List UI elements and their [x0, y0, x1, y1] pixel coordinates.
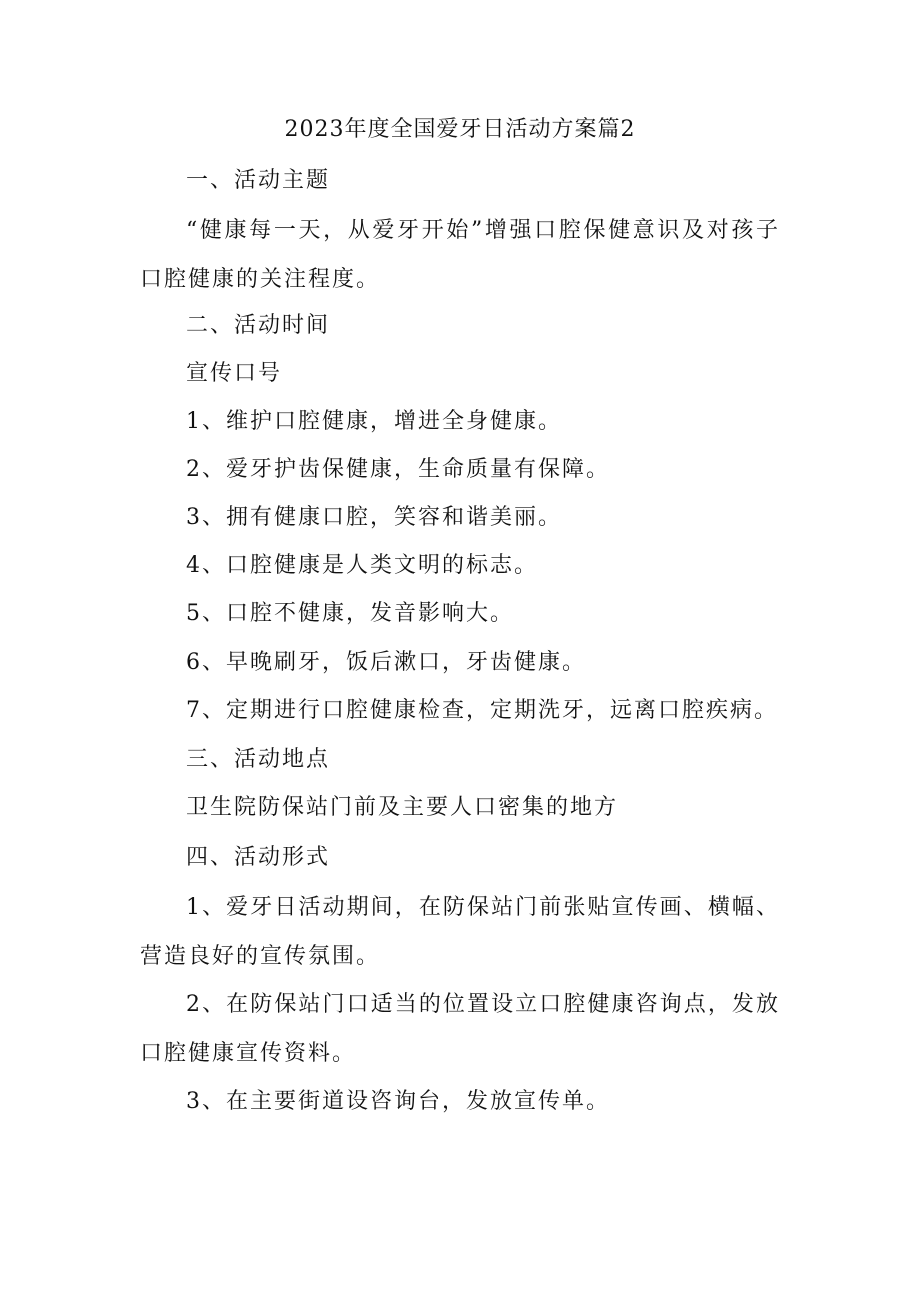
slogan-item: 6、早晚刷牙，饭后漱口，牙齿健康。 [186, 650, 586, 675]
slogan-item: 1、维护口腔健康，增进全身健康。 [186, 409, 562, 434]
theme-paragraph: “健康每一天，从爱牙开始”增强口腔保健意识及对孩子口腔健康的关注程度。 [140, 218, 780, 292]
section-heading-location: 三、活动地点 [186, 747, 331, 772]
form-paragraph: 3、在主要街道设咨询台，发放宣传单。 [186, 1089, 610, 1114]
form-paragraph: 1、爱牙日活动期间，在防保站门前张贴宣传画、横幅、营造良好的宣传氛围。 [140, 895, 780, 969]
form-paragraph: 2、在防保站门口适当的位置设立口腔健康咨询点，发放口腔健康宣传资料。 [140, 992, 780, 1066]
slogan-item: 5、口腔不健康，发音影响大。 [186, 601, 514, 626]
location-text: 卫生院防保站门前及主要人口密集的地方 [186, 795, 619, 820]
section-heading-theme: 一、活动主题 [186, 168, 331, 193]
slogan-item: 4、口腔健康是人类文明的标志。 [186, 553, 538, 578]
section-heading-form: 四、活动形式 [186, 845, 331, 870]
slogan-item: 3、拥有健康口腔，笑容和谐美丽。 [186, 505, 562, 530]
section-heading-time: 二、活动时间 [186, 313, 331, 338]
document-title: 2023年度全国爱牙日活动方案篇2 [284, 117, 636, 142]
slogan-heading: 宣传口号 [186, 361, 283, 386]
slogan-item: 2、爱牙护齿保健康，生命质量有保障。 [186, 457, 610, 482]
slogan-item: 7、定期进行口腔健康检查，定期洗牙，远离口腔疾病。 [186, 698, 778, 723]
